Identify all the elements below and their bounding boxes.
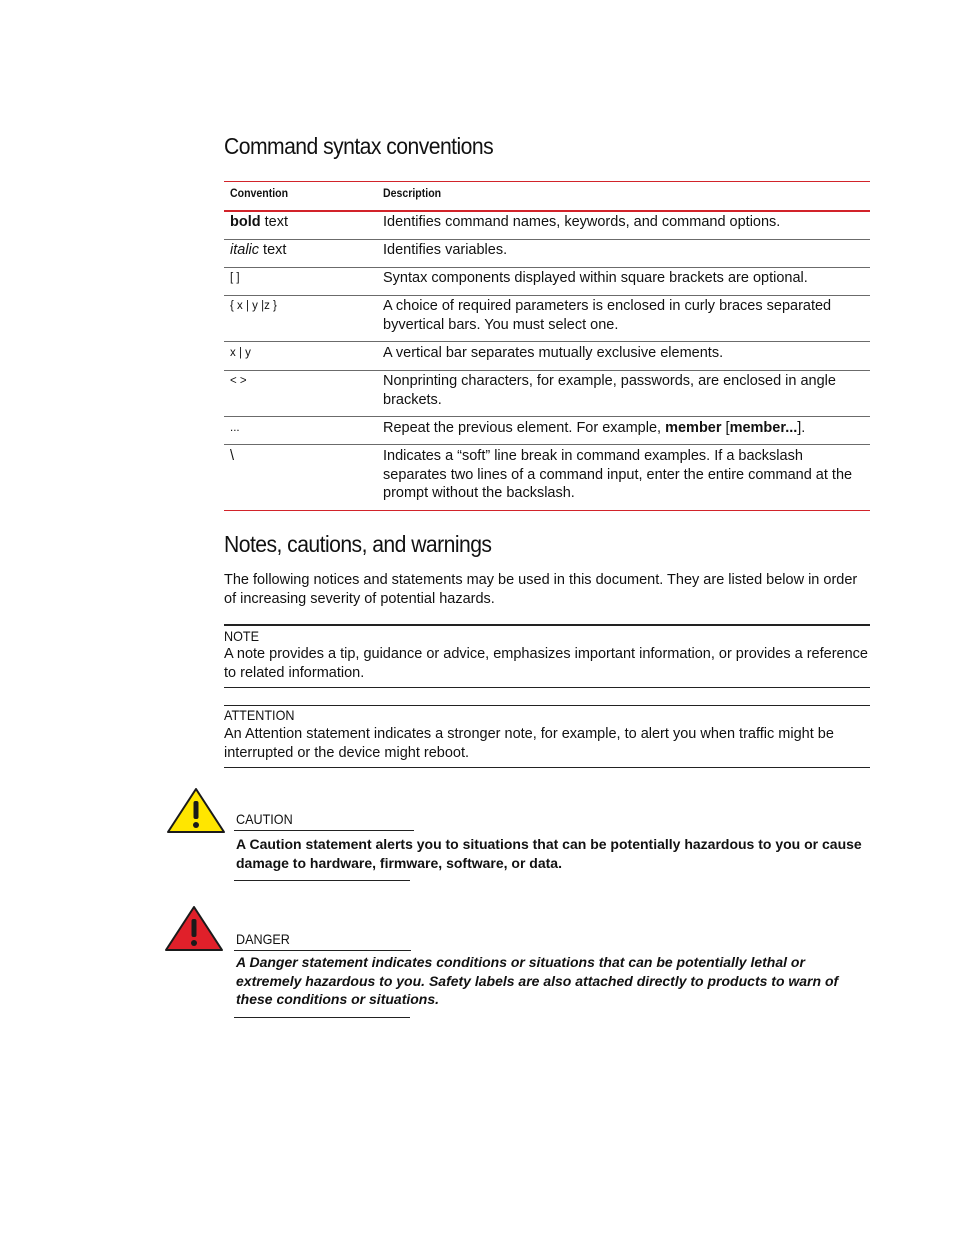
- row-description: Syntax components displayed within square brackets are optional.: [383, 270, 808, 286]
- table-row: [230, 213, 288, 232]
- table-bottom-rule: [224, 510, 870, 511]
- desc-text: ].: [797, 420, 806, 436]
- caution-warning-icon: [166, 787, 226, 835]
- caution-label-rule: [234, 830, 414, 831]
- note-label: NOTE: [224, 628, 260, 644]
- notices-heading: Notes, cautions, and warnings: [224, 531, 492, 557]
- row-description: A vertical bar separates mutually exclusive elements.: [383, 345, 724, 361]
- row-convention: ...: [230, 422, 240, 434]
- row-divider: [224, 370, 870, 371]
- danger-bottom-rule: [234, 1017, 410, 1018]
- note-text: A note provides a tip, guidance or advice, emphasizes important information, or provides a reference to related information.: [224, 646, 868, 681]
- attention-text: An Attention statement indicates a stronger note, for example, to alert you when traffic might be interrupted or the device might reboot.: [224, 726, 834, 761]
- table-top-rule: [224, 181, 870, 182]
- header-bottom-rule: [224, 210, 870, 212]
- note-top-rule: [224, 624, 870, 626]
- conv-italic-word: italic: [230, 242, 260, 258]
- desc-bold-keyword: member: [665, 420, 722, 436]
- row-divider: [224, 239, 870, 240]
- note-bottom-rule: [224, 687, 870, 688]
- row-description: Indicates a “soft” line break in command examples. If a backslash separates two lines of a command input, enter the entire command at the prompt without the backslash.: [383, 448, 853, 502]
- row-convention: \: [230, 448, 235, 464]
- row-description: A choice of required parameters is enclosed in curly braces separated byvertical bars. You must select one.: [383, 298, 832, 333]
- row-divider: [224, 267, 870, 268]
- table-row: [230, 241, 286, 260]
- row-convention: < >: [230, 375, 247, 387]
- syntax-heading: Command syntax conventions: [224, 133, 494, 159]
- row-description: Identifies command names, keywords, and command options.: [383, 214, 781, 230]
- conv-suffix: text: [259, 242, 287, 258]
- desc-bold-keyword: member...: [729, 420, 798, 436]
- row-description: [383, 419, 863, 438]
- danger-warning-icon: [164, 905, 224, 953]
- danger-label-rule: [234, 950, 411, 951]
- attention-label: ATTENTION: [224, 707, 295, 723]
- caution-text: A Caution statement alerts you to situations that can be potentially hazardous to you or cause damage to hardware, firmware, software, or data.: [236, 836, 862, 871]
- desc-text: [: [721, 420, 730, 436]
- row-divider: [224, 295, 870, 296]
- danger-label: DANGER: [236, 931, 290, 947]
- row-description: Nonprinting characters, for example, passwords, are enclosed in angle brackets.: [383, 373, 836, 408]
- row-divider: [224, 341, 870, 342]
- danger-text: A Danger statement indicates conditions or situations that can be potentially lethal or extremely hazardous to you. Safety labels are also attached directly to products to warn of these conditions or situations.: [236, 954, 839, 1008]
- row-divider: [224, 416, 870, 417]
- conv-bold-word: bold: [230, 214, 261, 230]
- conv-suffix: text: [260, 214, 289, 230]
- row-convention: [ ]: [230, 272, 240, 284]
- notices-intro: The following notices and statements may be used in this document. They are listed below in order of increasing severity of potential hazards.: [224, 572, 858, 607]
- row-description: Identifies variables.: [383, 242, 508, 258]
- caution-bottom-rule: [234, 880, 410, 881]
- attention-bottom-rule: [224, 767, 870, 768]
- desc-text: Repeat the previous element. For example,: [383, 420, 666, 436]
- header-description: Description: [383, 186, 442, 200]
- row-convention: x | y: [230, 347, 251, 359]
- attention-top-rule: [224, 705, 870, 706]
- row-convention: { x | y |z }: [230, 300, 277, 312]
- row-divider: [224, 444, 870, 445]
- caution-label: CAUTION: [236, 811, 293, 827]
- header-convention: Convention: [230, 186, 289, 200]
